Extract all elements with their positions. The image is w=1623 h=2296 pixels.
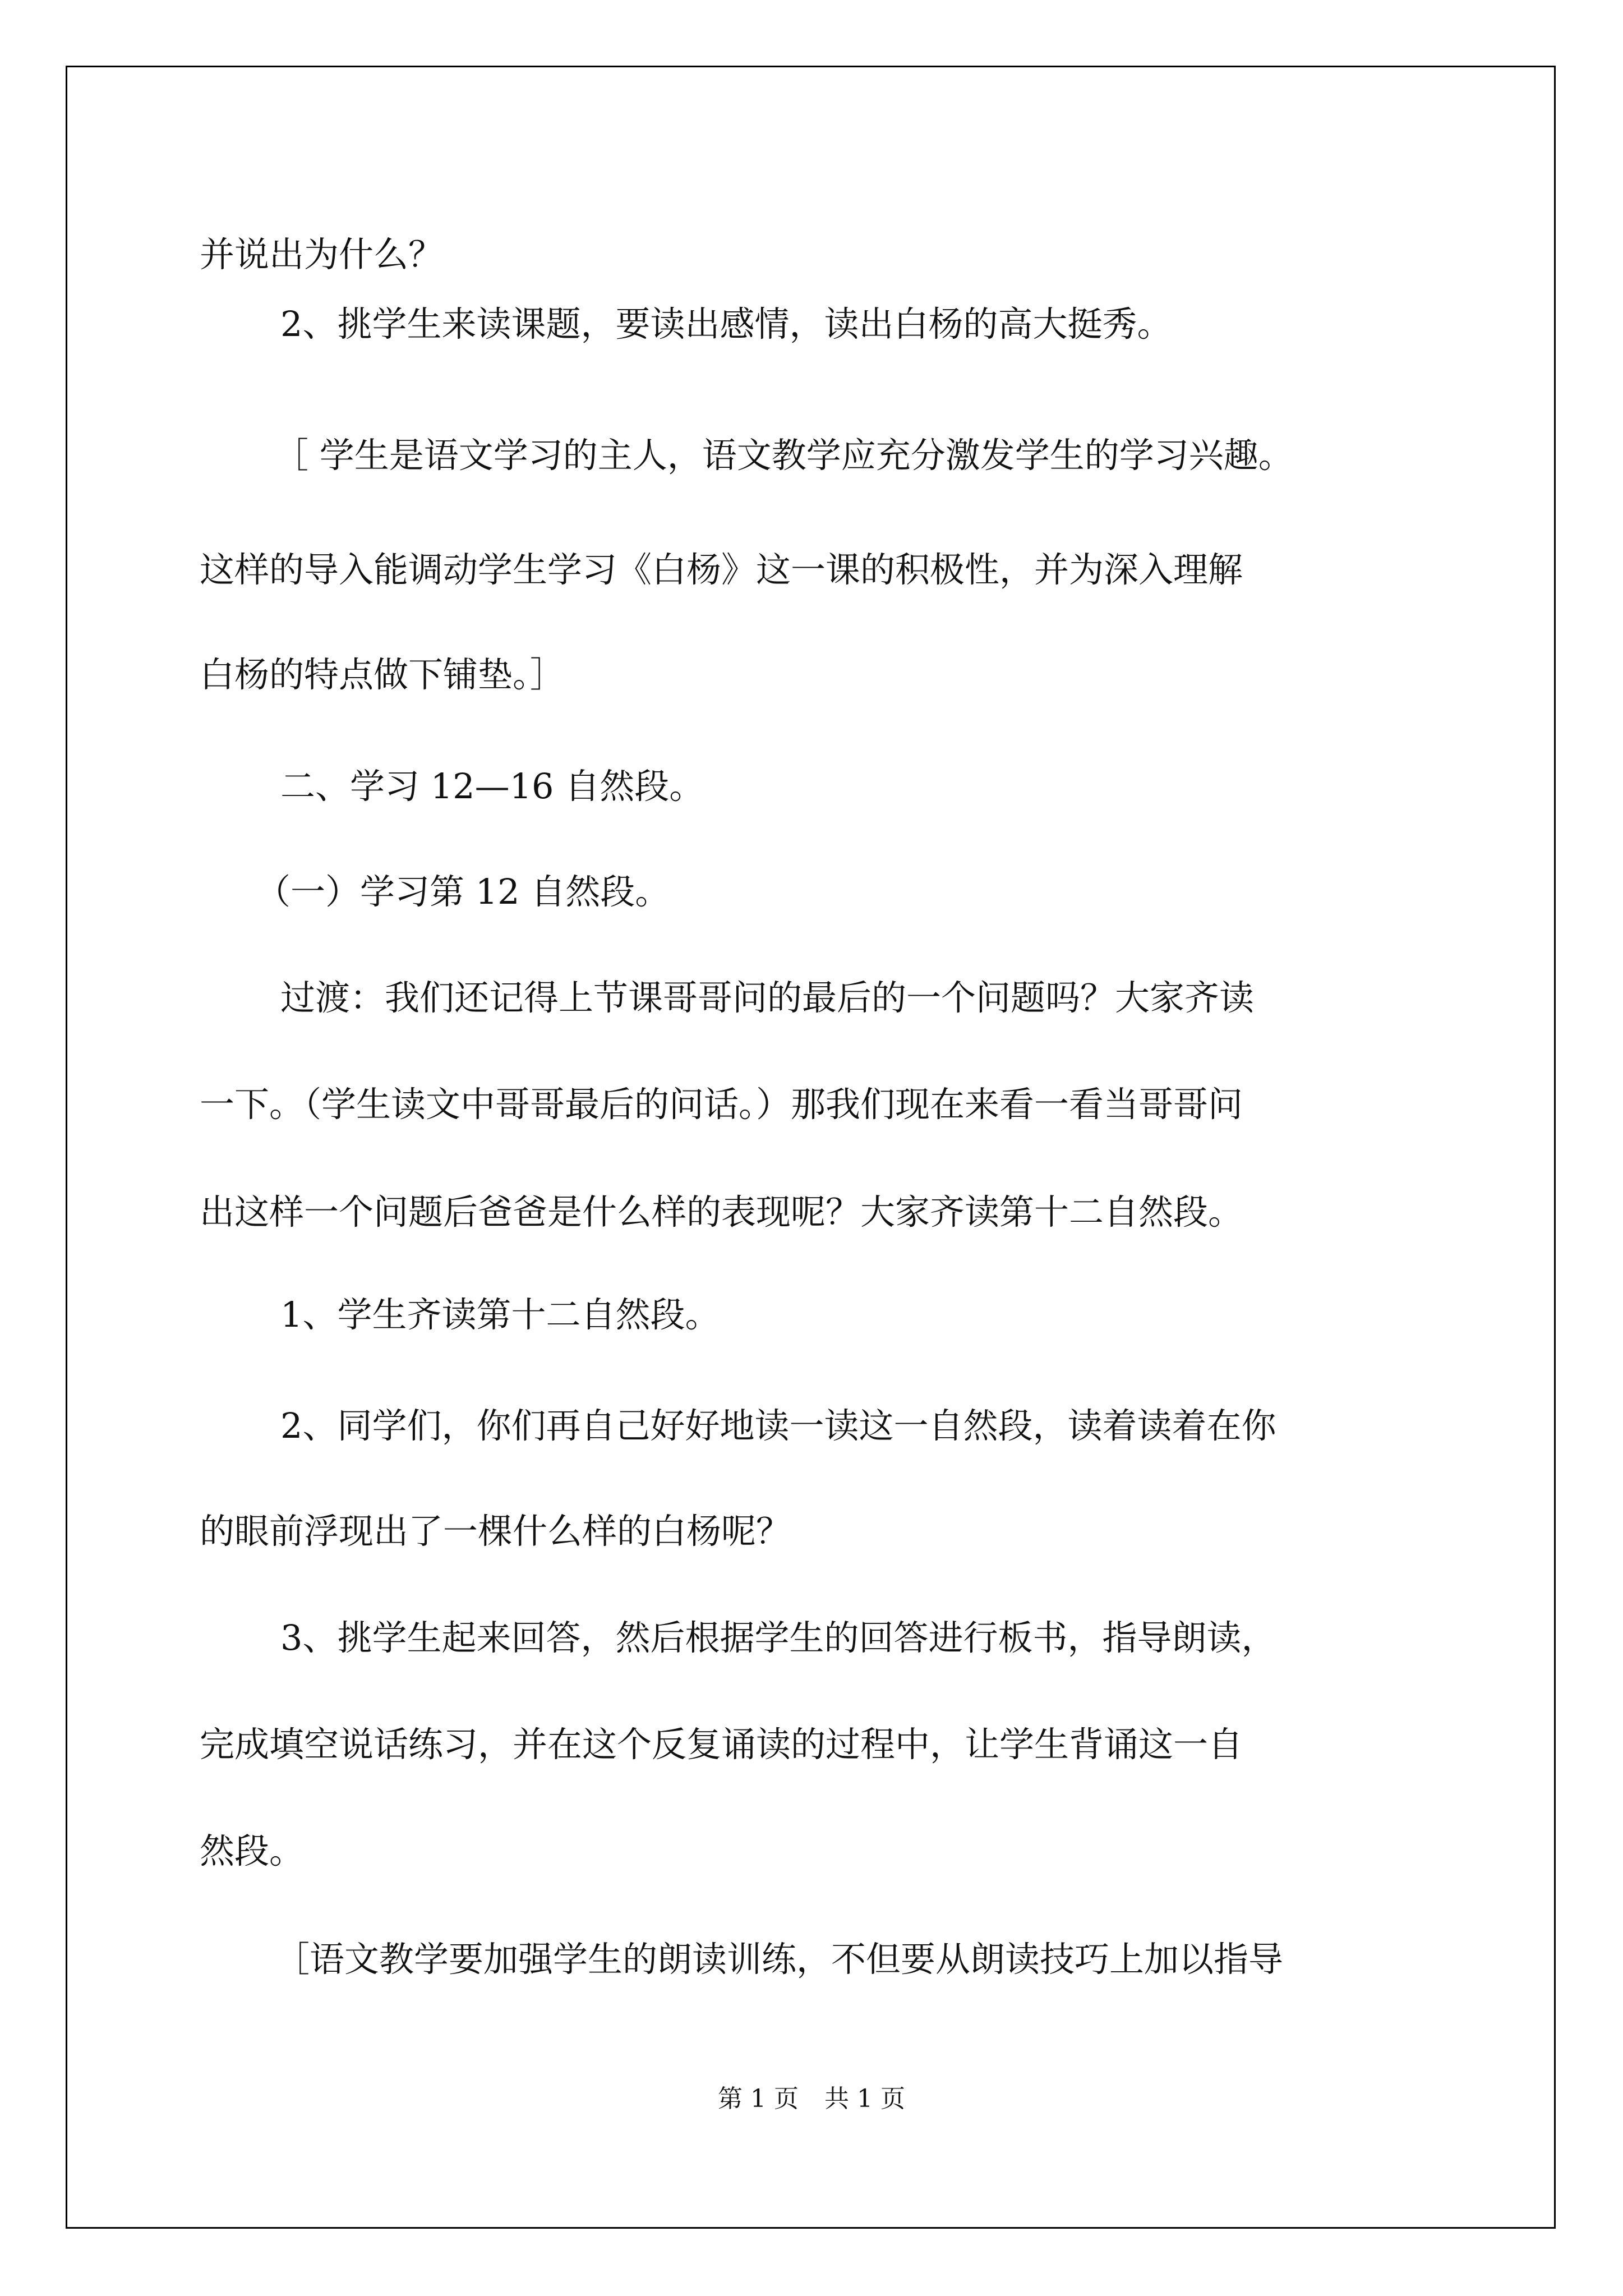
text-line: 2、同学们，你们再自己好好地读一读这一自然段，读着读着在你 — [280, 1405, 1276, 1446]
text-line: ［语文教学要加强学生的朗读训练，不但要从朗读技巧上加以指导 — [275, 1939, 1284, 1980]
page-number: 第 1 页 — [718, 2085, 799, 2113]
text-line: 这样的导入能调动学生学习《白杨》这一课的积极性，并为深入理解 — [200, 549, 1243, 590]
text-line: 二、学习 12—16 自然段。 — [280, 766, 704, 807]
text-line: 并说出为什么？ — [200, 234, 444, 275]
text-line: 白杨的特点做下铺垫。］ — [200, 654, 565, 695]
text-line: 然段。 — [200, 1830, 305, 1871]
text-line: 过渡：我们还记得上节课哥哥问的最后的一个问题吗？大家齐读 — [280, 977, 1255, 1018]
page-footer — [0, 2078, 1623, 2114]
text-line: 1、学生齐读第十二自然段。 — [280, 1294, 720, 1335]
text-line: 3、挑学生起来回答，然后根据学生的回答进行板书，指导朗读， — [280, 1617, 1276, 1658]
text-line: 的眼前浮现出了一棵什么样的白杨呢？ — [200, 1511, 791, 1552]
text-line: （一）学习第 12 自然段。 — [256, 871, 670, 912]
text-line: 完成填空说话练习，并在这个反复诵读的过程中，让学生背诵这一自 — [200, 1724, 1243, 1765]
text-line: 出这样一个问题后爸爸是什么样的表现呢？大家齐读第十二自然段。 — [200, 1191, 1243, 1232]
page-border — [66, 66, 1556, 2229]
text-line: 2、挑学生来读课题，要读出感情，读出白杨的高大挺秀。 — [280, 303, 1172, 344]
page-total: 共 1 页 — [824, 2085, 905, 2113]
text-line: ［ 学生是语文学习的主人，语文教学应充分激发学生的学习兴趣。 — [274, 435, 1293, 476]
text-line: 一下。（学生读文中哥哥最后的问话。）那我们现在来看一看当哥哥问 — [200, 1084, 1243, 1125]
